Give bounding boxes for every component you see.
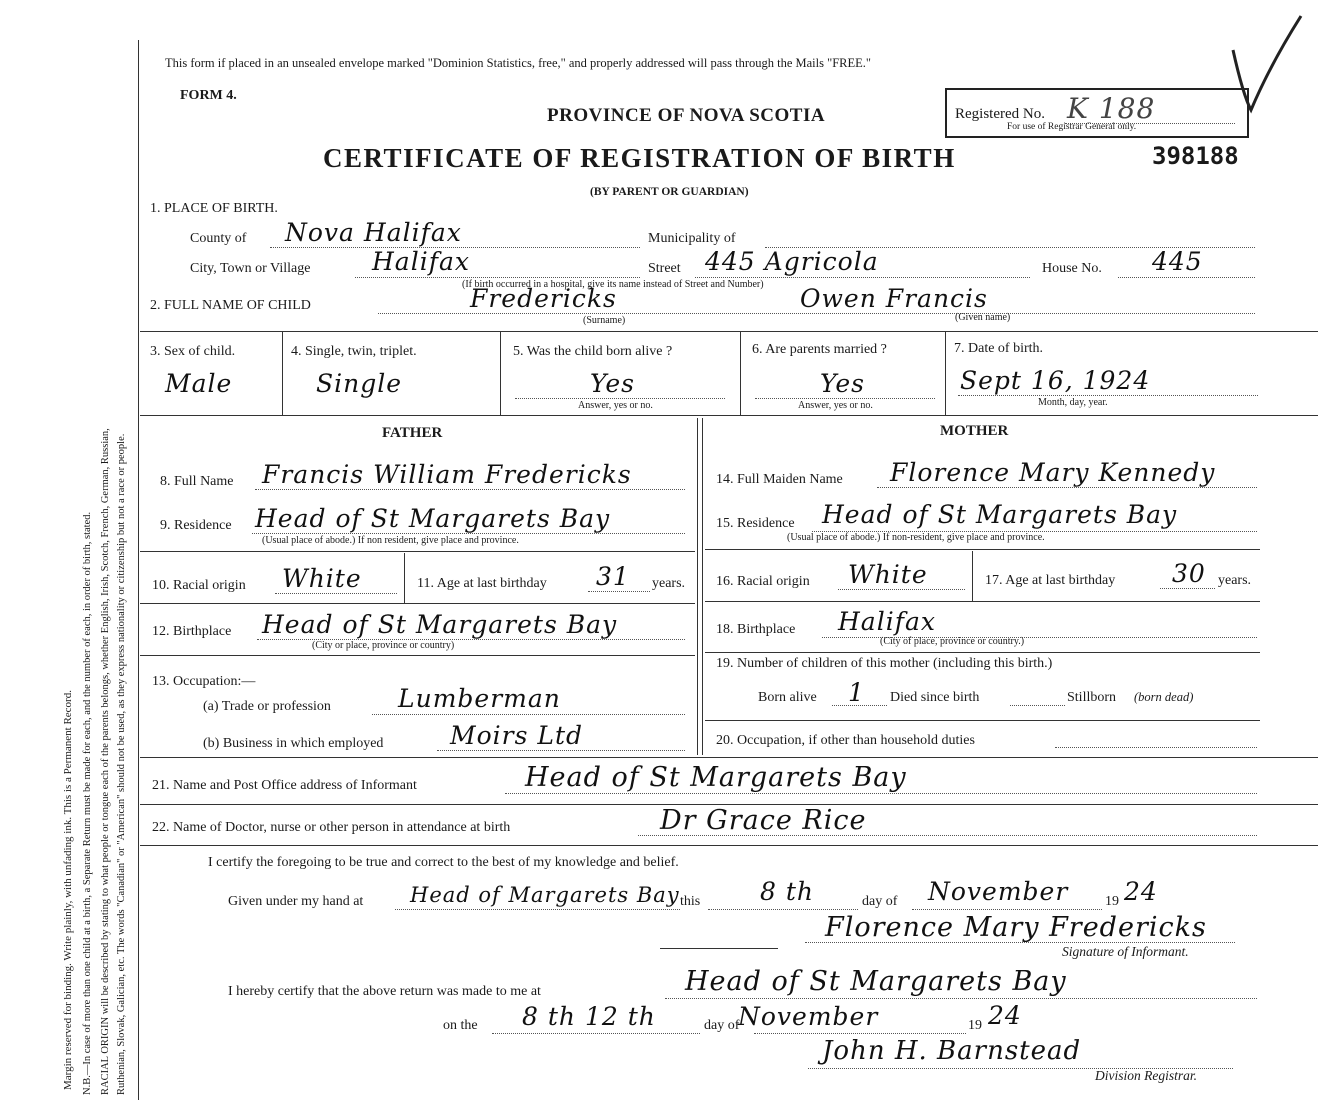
father-birthplace-label: 12. Birthplace xyxy=(152,624,232,639)
father-age-years: years. xyxy=(652,576,686,591)
died-since-birth-label: Died since birth xyxy=(890,690,980,705)
mail-notice: This form if placed in an unsealed envelope marked "Dominion Statistics, free," and properly addressed will pass through the Mails "FREE." xyxy=(165,56,872,70)
street-value: 445 Agricola xyxy=(705,247,879,276)
certificate-title: CERTIFICATE OF REGISTRATION OF BIRTH xyxy=(323,143,956,173)
check-mark-icon xyxy=(1225,10,1305,120)
street-label: Street xyxy=(648,261,681,276)
mother-age-years: years. xyxy=(1218,573,1252,588)
county-label: County of xyxy=(190,231,247,246)
father-age-value: 31 xyxy=(596,562,630,591)
registrar-place-value: Head of St Margarets Bay xyxy=(685,966,1067,997)
certificate-subtitle: (BY PARENT OR GUARDIAN) xyxy=(590,186,749,198)
mother-name-label: 14. Full Maiden Name xyxy=(716,472,843,487)
father-occupation-label: 13. Occupation:— xyxy=(152,674,256,689)
stillborn-note: (born dead) xyxy=(1134,690,1194,704)
parents-married-note: Answer, yes or no. xyxy=(798,400,873,411)
given-name-note: (Given name) xyxy=(955,312,1011,323)
stamp-number: 398188 xyxy=(1152,142,1239,170)
registrar-year-prefix: 19 xyxy=(968,1018,982,1033)
mother-birthplace-value: Halifax xyxy=(838,607,936,636)
sex-value: Male xyxy=(165,369,233,398)
form-number: FORM 4. xyxy=(180,88,237,103)
mother-age-label: 17. Age at last birthday xyxy=(985,573,1116,588)
mother-racial-value: White xyxy=(848,560,928,589)
certify-statement: I certify the foregoing to be true and correct to the best of my knowledge and belief. xyxy=(208,855,679,870)
margin-note-binding: Margin reserved for binding. Write plainly, with unfading ink. This is a Permanent Record. xyxy=(62,690,74,1090)
sex-label: 3. Sex of child. xyxy=(150,344,236,359)
margin-note-racial-origin-cont: Ruthenian, Slovak, Galician, etc. The words "Canadian" or "American" should not be used, as they express nationality or citizenship but not a race or people. xyxy=(116,433,127,1095)
certify-day-of-label: day of xyxy=(862,894,898,909)
child-surname: Fredericks xyxy=(470,284,617,313)
division-registrar-label: Division Registrar. xyxy=(1095,1068,1198,1083)
hospital-note: (If birth occurred in a hospital, give its name instead of Street and Number) xyxy=(462,279,764,290)
registrar-day-of-label: day of xyxy=(704,1018,740,1033)
margin-note-racial-origin: RACIAL ORIGIN will be described by stating to what people or tongue each of the parents belongs, whether English, Irish, Scotch, French, German, Russian, xyxy=(100,428,111,1095)
surname-note: (Surname) xyxy=(583,315,626,326)
father-heading: FATHER xyxy=(382,425,443,441)
form-left-border xyxy=(138,40,139,1100)
city-label: City, Town or Village xyxy=(190,261,311,276)
county-value: Nova Halifax xyxy=(285,218,462,247)
born-alive-count-value: 1 xyxy=(848,678,865,707)
children-count-label: 19. Number of children of this mother (including this birth.) xyxy=(716,656,1053,671)
this-label: this xyxy=(680,894,701,909)
mother-racial-label: 16. Racial origin xyxy=(716,574,810,589)
born-alive-note: Answer, yes or no. xyxy=(578,400,653,411)
registered-number-box xyxy=(945,88,1249,138)
margin-note-nb: N.B.—In case of more than one child at a birth, a Separate Return must be made for each, and the number of each, in order of birth, stated. xyxy=(82,511,93,1095)
registrar-statement: I hereby certify that the above return was made to me at xyxy=(228,984,541,999)
father-trade-label: (a) Trade or profession xyxy=(203,699,331,714)
father-name-label: 8. Full Name xyxy=(160,474,234,489)
place-of-birth-heading: 1. PLACE OF BIRTH. xyxy=(150,201,278,216)
mother-residence-value: Head of St Margarets Bay xyxy=(822,500,1178,529)
province-heading: PROVINCE OF NOVA SCOTIA xyxy=(547,105,826,126)
signature-of-informant-label: Signature of Informant. xyxy=(1062,944,1189,959)
parents-married-label: 6. Are parents married ? xyxy=(752,342,887,357)
doctor-value: Dr Grace Rice xyxy=(660,805,867,836)
father-residence-note: (Usual place of abode.) If non resident, give place and province. xyxy=(262,535,519,546)
registrar-day-value: 8 th 12 th xyxy=(522,1002,656,1031)
father-trade-value: Lumberman xyxy=(398,684,561,713)
father-residence-value: Head of St Margarets Bay xyxy=(255,504,611,533)
father-business-label: (b) Business in which employed xyxy=(203,736,384,751)
registrar-year-value: 24 xyxy=(988,1001,1022,1030)
father-name-value: Francis William Fredericks xyxy=(262,460,632,489)
given-under-label: Given under my hand at xyxy=(228,894,364,909)
municipality-label: Municipality of xyxy=(648,231,736,246)
father-racial-label: 10. Racial origin xyxy=(152,578,246,593)
single-twin-label: 4. Single, twin, triplet. xyxy=(291,344,417,359)
born-alive-label: 5. Was the child born alive ? xyxy=(513,344,673,359)
city-value: Halifax xyxy=(372,247,470,276)
mother-residence-label: 15. Residence xyxy=(716,516,795,531)
father-racial-value: White xyxy=(282,564,362,593)
given-place-value: Head of Margarets Bay xyxy=(410,883,680,907)
certify-day-value: 8 th xyxy=(760,877,814,906)
date-of-birth-value: Sept 16, 1924 xyxy=(960,366,1151,395)
mother-age-value: 30 xyxy=(1172,559,1206,588)
registrar-signature: John H. Barnstead xyxy=(822,1036,1082,1066)
date-of-birth-label: 7. Date of birth. xyxy=(954,341,1044,356)
parents-married-value: Yes xyxy=(820,369,865,398)
stillborn-label: Stillborn xyxy=(1067,690,1117,705)
registrar-note: For use of Registrar General only. xyxy=(1007,122,1137,132)
certify-year-value: 24 xyxy=(1124,877,1158,906)
certify-year-prefix: 19 xyxy=(1105,894,1119,909)
mother-heading: MOTHER xyxy=(940,423,1009,439)
mother-birthplace-note: (City of place, province or country.) xyxy=(880,636,1025,647)
registrar-month-value: November xyxy=(738,1002,879,1031)
mother-birthplace-label: 18. Birthplace xyxy=(716,622,796,637)
single-twin-value: Single xyxy=(316,369,403,398)
child-given-name: Owen Francis xyxy=(800,284,988,313)
father-birthplace-value: Head of St Margarets Bay xyxy=(262,610,618,639)
mother-name-value: Florence Mary Kennedy xyxy=(890,458,1216,487)
certify-month-value: November xyxy=(928,877,1069,906)
father-business-value: Moirs Ltd xyxy=(450,721,584,750)
father-residence-label: 9. Residence xyxy=(160,518,232,533)
house-number-value: 445 xyxy=(1152,247,1203,276)
born-alive-value: Yes xyxy=(590,369,635,398)
born-alive-count-label: Born alive xyxy=(758,690,817,705)
child-name-label: 2. FULL NAME OF CHILD xyxy=(150,298,311,313)
father-age-label: 11. Age at last birthday xyxy=(417,576,547,591)
doctor-label: 22. Name of Doctor, nurse or other person in attendance at birth xyxy=(152,820,511,835)
informant-value: Head of St Margarets Bay xyxy=(525,762,907,793)
on-the-label: on the xyxy=(443,1018,478,1033)
mother-occupation-label: 20. Occupation, if other than household duties xyxy=(716,733,975,748)
informant-label: 21. Name and Post Office address of Informant xyxy=(152,778,417,793)
house-number-label: House No. xyxy=(1042,261,1102,276)
registered-value: K 188 xyxy=(1067,92,1156,125)
date-of-birth-note: Month, day, year. xyxy=(1038,397,1108,408)
father-birthplace-note: (City or place, province or country) xyxy=(312,640,455,651)
mother-residence-note: (Usual place of abode.) If non-resident, give place and province. xyxy=(787,532,1045,543)
informant-signature: Florence Mary Fredericks xyxy=(825,912,1207,943)
registered-label: Registered No. xyxy=(955,106,1045,122)
